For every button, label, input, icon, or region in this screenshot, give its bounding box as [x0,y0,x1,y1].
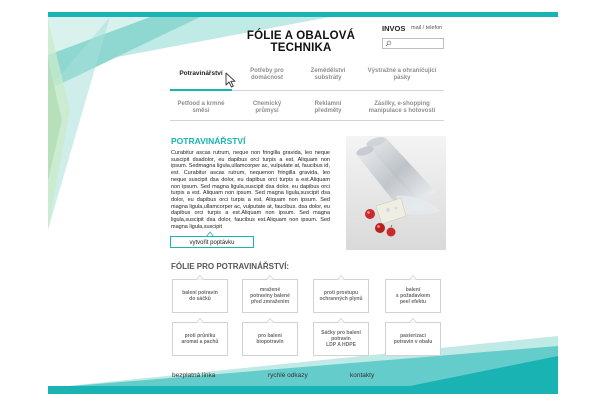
nav-item-reklamni-predmety[interactable] [298,101,358,115]
product-card[interactable] [172,279,228,313]
card-line: potraviny balené [250,293,290,299]
product-card[interactable] [313,322,369,356]
nav-label: domácnost [250,75,283,81]
product-card[interactable] [313,279,369,313]
body-paragraph: Curabitur ascas rutrum, neque non fringilla gravida, leo neque suscipit dsadolor, eu dapibus orci turpis a est. Aliquam non ipsum. Sedmagna ligula,ullamcorper ac, vulputate at, faucibus id, est. Curabitur ascas rutrum, nequenon fringilla gravida, leo neque suscipit dsa dolor, eu dapibus orci turpis a est.Aliquam non ipsum. Sed magna ligula,suscipit dsa dolor, eu dapibus orci turpis a est. Aliquam non ipsum. Sed magna ligula,suscipit dsa dolor, eu dapibus orci turpis a est. Aliquam non ipsum. Sed magna ligula,ullamcorper ac, vulputate at, faucibus. dsa dolor, eu dapibus orci turpis a est.Aliquam non ipsum. Sed magna ligula,suscipit dsa dolor, faucibus est.Aliquam non ipsum. Sed magna ligula,suscipit [171,150,330,230]
card-line: potravin [331,336,351,342]
site-title-line2: TECHNIKA [270,42,332,54]
product-card[interactable] [385,279,441,313]
card-line: proti prostupu [323,290,359,296]
footer-link-bezplatna-linka[interactable]: bezplatná linka [172,372,216,379]
nav-label: substráty [314,75,342,81]
nav-label: Reklamní [314,101,342,107]
search-box[interactable] [382,38,444,49]
card-notch [337,318,345,323]
brand-logo[interactable]: INVOS [382,24,406,33]
nav-label: Výstražné a ohraničující [367,68,437,74]
product-card[interactable] [172,322,228,356]
card-line: LDP A HDPE [326,342,356,348]
nav-label: Chemický [252,101,282,107]
nav-item-zasilky[interactable] [358,101,446,115]
nav-item-potravinarstvi[interactable] [170,70,232,77]
bottom-bar [48,386,558,394]
nav-label: předměty [314,108,342,114]
card-line: balení potravin [182,290,218,296]
product-card[interactable] [242,279,298,313]
nav-label: průmysl [255,108,279,114]
nav-item-petfood[interactable] [170,101,232,115]
card-line: mražené [259,287,281,293]
card-notch [196,318,204,323]
card-line: ochranných plynů [319,296,363,302]
nav-label: Potřeby pro [250,68,284,74]
nav-item-vystrazne-pasky[interactable] [362,68,442,82]
nav-label: pásky [393,75,411,81]
nav-label: Zásilky, e-shopping [374,101,430,107]
card-notch [409,275,417,280]
create-inquiry-button[interactable]: vytvořit poptávku [170,236,254,248]
search-icon [385,40,392,47]
product-card[interactable] [242,322,298,356]
footer-link-kontakty[interactable]: kontakty [350,372,375,379]
card-line: aromat a pachů [181,339,219,345]
card-line: pro balení [258,333,282,339]
products-heading: FÓLIE PRO POTRAVINÁŘSTVÍ: [171,262,290,271]
nav-label: Petfood a krmné [177,101,225,107]
top-bar [48,12,558,17]
card-line: před zmražením [250,299,290,305]
mouse-cursor-icon [225,72,237,88]
card-line: proti průniku [184,333,216,339]
card-line: s požadavkem [395,293,431,299]
nav-label: manipulace s hotovostí [368,108,436,114]
nav-item-potreby-pro-domacnost[interactable] [238,68,296,82]
nav-divider-2 [170,120,444,121]
nav-item-zemedelstvi[interactable] [298,68,358,82]
contact-link[interactable]: mail / telefon [411,25,443,31]
site-title [238,30,364,54]
card-line: Sáčky pro balení [321,330,361,336]
footer-link-rychle-odkazy[interactable]: rychlé odkazy [268,372,308,379]
nav-label: směsi [192,108,210,114]
section-heading: POTRAVINÁŘSTVÍ [171,136,246,146]
card-notch [337,275,345,280]
card-notch [266,318,274,323]
site-title-line1: FÓLIE A OBALOVÁ [246,30,356,42]
card-line: biopotravin [256,339,284,345]
nav-label: Potravinářství [179,70,223,77]
card-line: balení [405,287,421,293]
card-notch [266,275,274,280]
card-line: potravin v obalu [393,339,433,345]
search-input[interactable] [392,39,442,48]
card-line: peel efektu [399,299,427,305]
nav-active-indicator [170,89,232,91]
product-card[interactable] [385,322,441,356]
nav-label: Zemědělství [310,68,346,74]
product-photo [346,136,446,250]
card-notch [409,318,417,323]
card-line: do sáčků [189,296,211,302]
food-wrap-image [346,136,446,250]
card-notch [196,275,204,280]
nav-item-chemicky-prumysl[interactable] [238,101,296,115]
card-line: pasterizací [400,333,426,339]
